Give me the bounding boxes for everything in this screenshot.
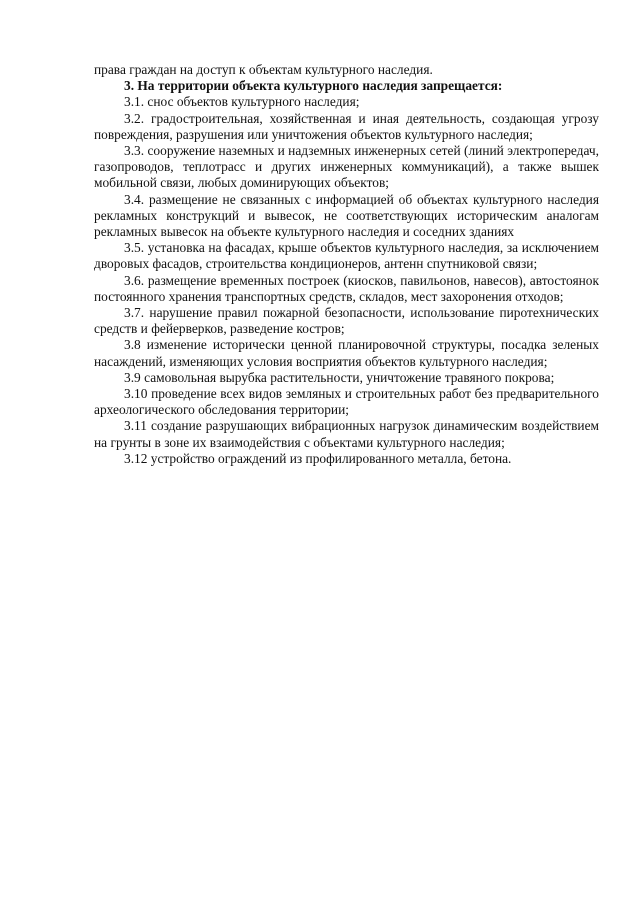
list-item-3-1: 3.1. снос объектов культурного наследия; [124, 94, 360, 110]
list-item-3-10: 3.10 проведение всех видов земляных и строительных работ без предварительного археологического обследования территории; [94, 386, 599, 418]
list-item-3-3: 3.3. сооружение наземных и надземных инженерных сетей (линий электропередач, газопроводов, теплотрасс и других инженерных коммуникаций), а также вышек мобильной связи, любых доминирующих объектов; [94, 143, 599, 191]
list-item-3-2: 3.2. градостроительная, хозяйственная и иная деятельность, создающая угрозу повреждения, разрушения или уничтожения объектов культурного наследия; [94, 110, 599, 142]
list-item-3-11: 3.11 создание разрушающих вибрационных нагрузок динамическим воздействием на грунты в зоне их взаимодействия с объектами культурного наследия; [94, 418, 599, 450]
list-item-3-9: 3.9 самовольная вырубка растительности, уничтожение травяного покрова; [124, 369, 555, 385]
list-item-3-7: 3.7. нарушение правил пожарной безопасности, использование пиротехнических средств и фейерверков, разведение костров; [94, 305, 599, 337]
document-page [94, 62, 599, 467]
list-item-3-8: 3.8 изменение исторически ценной планировочной структуры, посадка зеленых насаждений, изменяющих условия восприятия объектов культурного наследия; [94, 337, 599, 369]
list-item-3-12: 3.12 устройство ограждений из профилированного металла, бетона. [124, 450, 512, 466]
list-item-3-4: 3.4. размещение не связанных с информацией об объектах культурного наследия рекламных конструкций и вывесок, не соответствующих историческим аналогам рекламных вывесок на объекте культурного наследия и соседних зданиях [94, 191, 599, 240]
section-heading: 3. На территории объекта культурного наследия запрещается: [124, 78, 503, 94]
list-item-3-6: 3.6. размещение временных построек (киосков, павильонов, навесов), автостоянок постоянного хранения транспортных средств, складов, мест захоронения отходов; [94, 272, 599, 304]
list-item-3-5: 3.5. установка на фасадах, крыше объектов культурного наследия, за исключением дворовых фасадов, строительства кондиционеров, антенн спутниковой связи; [94, 240, 599, 272]
continuation-paragraph: права граждан на доступ к объектам культурного наследия. [94, 62, 433, 77]
